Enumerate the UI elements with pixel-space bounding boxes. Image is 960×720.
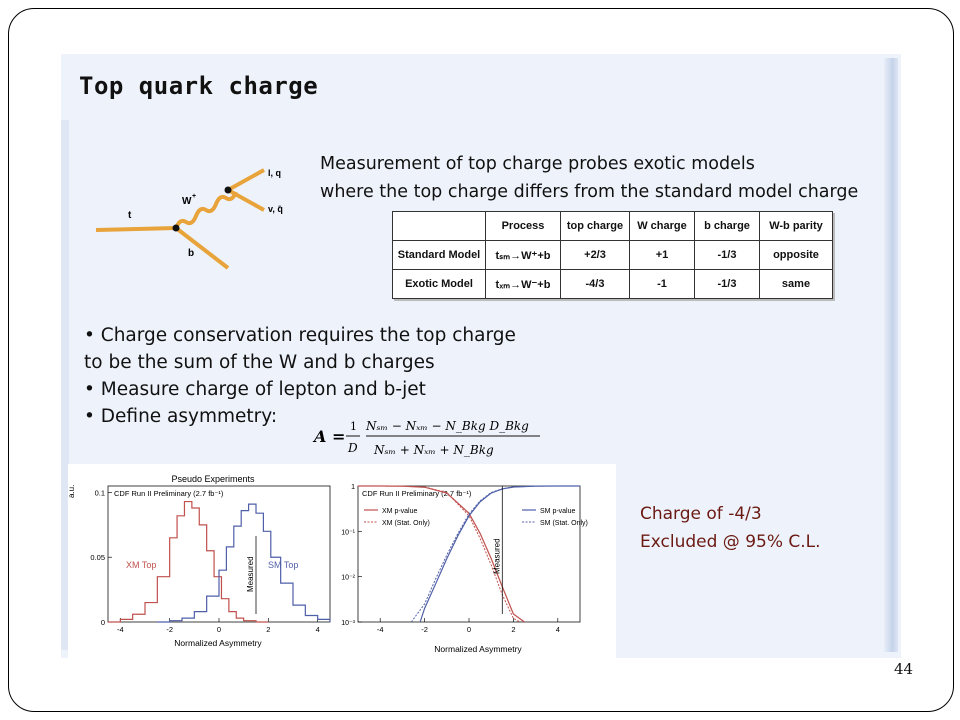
plot1-measured-label: Measured bbox=[246, 556, 255, 592]
y-tick-label: 10⁻² bbox=[341, 574, 355, 582]
bullet-item: • Define asymmetry: bbox=[84, 406, 278, 427]
table-cell: Standard Model bbox=[393, 241, 486, 270]
formula-denominator: Nₛₘ + Nₓₘ + N_Bkg bbox=[374, 443, 494, 457]
bullet-item: • Measure charge of lepton and b-jet bbox=[84, 379, 426, 400]
plot1-legend-xm: XM Top bbox=[126, 560, 157, 570]
table-cell: +2/3 bbox=[561, 241, 630, 270]
plot1-title: Pseudo Experiments bbox=[171, 474, 255, 484]
feynman-diagram bbox=[96, 158, 300, 274]
intro-line-1: Measurement of top charge probes exotic models bbox=[320, 154, 755, 174]
table-cell: Exotic Model bbox=[393, 270, 486, 299]
label-w-sup: + bbox=[192, 193, 197, 200]
bullet-item: • Charge conservation requires the top charge bbox=[84, 325, 516, 346]
table-header-cell: W charge bbox=[630, 212, 695, 241]
table-cell: -1/3 bbox=[695, 270, 760, 299]
page-number: 44 bbox=[894, 660, 914, 678]
neutrino-line bbox=[228, 190, 264, 210]
plot1-subtitle: CDF Run II Preliminary (2.7 fb⁻¹) bbox=[114, 489, 224, 498]
table-header-cell: b charge bbox=[695, 212, 760, 241]
plot2-legend-sm-stat: SM (Stat. Only) bbox=[540, 520, 588, 527]
y-tick-label: 0.1 bbox=[94, 488, 105, 498]
plot1-legend-sm: SM Top bbox=[268, 560, 299, 570]
table-row bbox=[393, 270, 833, 299]
pseudo-experiments-plot bbox=[68, 464, 338, 660]
plot2-legend-sm: SM p-value bbox=[540, 508, 576, 515]
x-tick-label: 0 bbox=[216, 625, 222, 634]
slide-title: Top quark charge bbox=[79, 72, 319, 100]
formula-lhs: A = bbox=[314, 427, 346, 446]
exclusion-line-1: Charge of -4/3 bbox=[640, 504, 762, 524]
plot1-xlabel: Normalized Asymmetry bbox=[174, 638, 262, 648]
table-cell: same bbox=[760, 270, 833, 299]
table-header-cell: W-b parity bbox=[760, 212, 833, 241]
x-tick-label: 2 bbox=[511, 625, 516, 634]
table-cell: -1 bbox=[630, 270, 695, 299]
b-quark-line bbox=[176, 228, 228, 268]
y-tick-label: 10⁻³ bbox=[341, 620, 355, 627]
bullet-item: to be the sum of the W and b charges bbox=[84, 352, 435, 373]
formula-numerator: Nₛₘ − Nₓₘ − N_Bkg D_Bkg bbox=[366, 419, 529, 433]
x-tick-label: -2 bbox=[421, 625, 428, 634]
x-tick-label: -4 bbox=[376, 625, 384, 634]
y-tick-label: 0 bbox=[100, 618, 105, 627]
plot2-xlabel: Normalized Asymmetry bbox=[434, 644, 522, 654]
vertex-w bbox=[225, 187, 232, 194]
slide-right-edge bbox=[884, 58, 898, 652]
x-tick-label: -2 bbox=[166, 625, 174, 634]
label-lq: l, q bbox=[268, 168, 281, 178]
table-row bbox=[393, 241, 833, 270]
y-tick-label: 1 bbox=[351, 484, 355, 491]
top-quark-line bbox=[96, 228, 176, 230]
table-cell: -4/3 bbox=[561, 270, 630, 299]
formula-d: D bbox=[348, 441, 358, 455]
x-tick-label: 4 bbox=[555, 625, 560, 634]
asymmetry-formula bbox=[312, 412, 552, 464]
table-header-cell: Process bbox=[486, 212, 561, 241]
plot2-legend-xm-stat: XM (Stat. Only) bbox=[382, 520, 430, 527]
p-value-plot bbox=[338, 464, 616, 660]
table-cell: +1 bbox=[630, 241, 695, 270]
table-header-cell bbox=[393, 212, 486, 241]
x-tick-label: 4 bbox=[315, 625, 320, 634]
table-cell: tₓₘ→W⁻+b bbox=[486, 270, 561, 299]
label-w: W bbox=[182, 196, 192, 207]
charge-table bbox=[392, 211, 833, 299]
lepton-line bbox=[228, 170, 264, 190]
plot1-ylabel: a.u. bbox=[67, 484, 76, 498]
table-header-cell: top charge bbox=[561, 212, 630, 241]
plot2-frame bbox=[358, 486, 580, 622]
y-tick-label: 10⁻¹ bbox=[341, 529, 355, 537]
y-tick-label: 0.05 bbox=[90, 553, 105, 563]
label-t: t bbox=[128, 210, 132, 221]
plot1-frame bbox=[108, 486, 330, 622]
plot2-legend-xm: XM p-value bbox=[382, 508, 418, 515]
intro-text bbox=[320, 150, 910, 206]
intro-line-2: where the top charge differs from the standard model charge bbox=[320, 182, 859, 202]
series-sm-histogram bbox=[157, 504, 330, 622]
x-tick-label: 0 bbox=[466, 625, 472, 634]
vertex-top bbox=[173, 225, 180, 232]
table-cell: tₛₘ→W⁺+b bbox=[486, 241, 561, 270]
plot2-subtitle: CDF Run II Preliminary (2.7 fb⁻¹) bbox=[362, 489, 472, 498]
plots-panel bbox=[68, 464, 616, 660]
x-tick-label: -4 bbox=[116, 625, 124, 634]
exclusion-note bbox=[640, 500, 821, 556]
label-nu: v, q̄ bbox=[268, 204, 283, 214]
exclusion-line-2: Excluded @ 95% C.L. bbox=[640, 532, 821, 552]
plot2-measured-label: Measured bbox=[492, 538, 502, 574]
label-b: b bbox=[188, 248, 195, 259]
table-cell: -1/3 bbox=[695, 241, 760, 270]
formula-one: 1 bbox=[350, 420, 357, 433]
table-cell: opposite bbox=[760, 241, 833, 270]
x-tick-label: 2 bbox=[266, 625, 271, 634]
table-header-row bbox=[393, 212, 833, 241]
